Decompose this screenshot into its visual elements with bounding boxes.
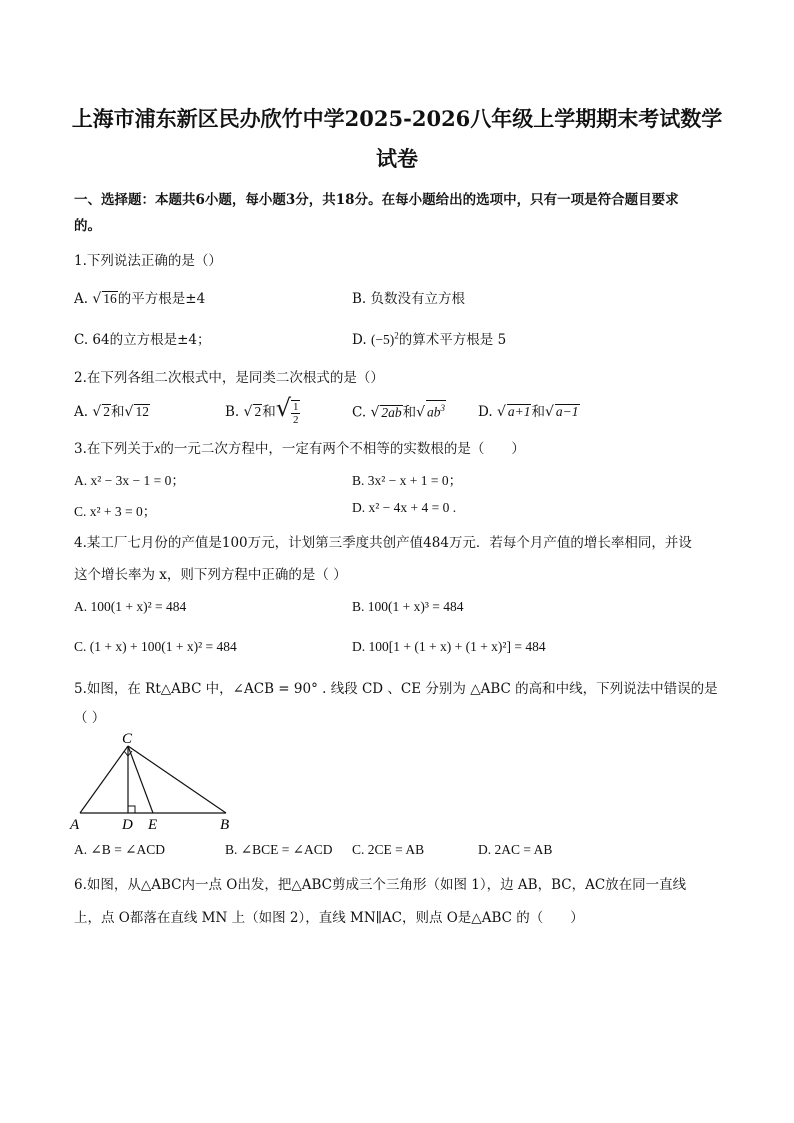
q3-stem-post: 的一元二次方程中，一定有两个不相等的实数根的是（ ） [160,441,525,457]
q2-d-and: 和 [531,404,545,420]
q2-b-den: 2 [292,413,299,426]
q4-stem-line1: 4.某工厂七月份的产值是100万元，计划第三季度共创产值484万元．若每个月产值的增长率相同，并设 [74,535,692,551]
q1-stem: 1.下列说法正确的是（） [74,253,222,269]
side-ac [80,746,128,813]
q2-c-r2-wrap [426,400,446,420]
section-intro-line2: 的。 [74,218,101,234]
q3-stem [74,437,525,457]
q5-stem-line1: 5.如图，在 Rt△ABC 中，∠ACB = 90° . 线段 CD 、CE 分别为 △ABC 的高和中线，下列说法中错误的是 [74,681,718,697]
q5-option-c: C. 2CE = AB [352,842,425,857]
q2-b-fraction [291,400,301,426]
label-c: C [122,731,133,747]
q2-b-prefix: B. [225,404,240,420]
q6-stem-line2: 上，点 O都落在直线 MN 上（如图 2），直线 MN∥AC，则点 O是△ABC 的（ ） [74,910,584,926]
q2-option-c [352,400,446,421]
q2-c-and: 和 [402,404,417,421]
q2-d-r2: a−1 [555,404,579,419]
sqrt-icon: √ [370,404,380,421]
q1-option-a [74,287,205,307]
q1-option-d [352,328,506,348]
median-ce [128,746,153,813]
q5-stem-line2: （ ） [74,710,106,726]
q2-c-exp: 3 [440,403,446,413]
q2-c-r2: ab [427,404,441,420]
q2-b-and: 和 [262,404,276,420]
q4-option-c: C. (1 + x) + 100(1 + x)² = 484 [74,639,237,654]
right-angle-mark-d [128,806,135,813]
sqrt-icon: √ [496,404,506,420]
section-intro-line1: 一、选择题：本题共6小题，每小题3分，共18分。在每小题给出的选项中，只有一项是符合题目要求 [74,192,679,208]
q3-stem-pre: 3.在下列关于 [74,441,155,457]
label-e: E [148,817,158,833]
q2-stem: 2.在下列各组二次根式中，是同类二次根式的是（） [74,370,384,386]
q1-option-c: C. 64的立方根是±4； [74,332,211,348]
q6-stem-line1: 6.如图，从△ABC内一点 O出发，把△ABC剪成三个三角形（如图 1），边 AB，BC，AC放在同一直线 [74,877,687,893]
q1-a-text: 的平方根是±4 [117,291,206,307]
q5-option-a: A. ∠B = ∠ACD [74,842,165,857]
q1-a-prefix: A. [74,291,89,307]
q4-option-a: A. 100(1 + x)² = 484 [74,599,187,614]
q1-option-b: B. 负数没有立方根 [352,291,466,307]
q3-option-b: B. 3x² − x + 1 = 0； [352,473,463,488]
q3-option-a: A. x² − 3x − 1 = 0； [74,473,185,488]
q2-a-r2: 12 [135,404,149,419]
sqrt-icon: √ [544,404,554,420]
q1-a-radicand: 16 [103,291,117,306]
label-d: D [122,817,133,833]
q2-c-r1: 2ab [381,404,402,420]
sqrt-icon: √ [275,394,291,422]
q2-b-num: 1 [292,400,299,413]
sqrt-icon: √ [92,291,102,307]
sqrt-icon: √ [124,404,134,420]
q2-option-d [478,400,580,420]
q5-option-b: B. ∠BCE = ∠ACD [225,842,333,857]
sqrt-icon: √ [416,404,426,421]
label-b: B [220,817,230,833]
q2-c-prefix: C. [352,404,367,421]
q5-option-d: D. 2AC = AB [478,842,553,857]
q3-option-c: C. x² + 3 = 0； [74,504,157,519]
q2-option-a [74,400,150,420]
q1-d-text: 的算术平方根是 5 [398,332,507,348]
q2-a-prefix: A. [74,404,89,420]
q3-stem-var: x [154,441,161,456]
q1-d-exp: 2 [394,330,399,341]
q2-d-r1: a+1 [507,404,531,419]
q5-triangle-figure [66,728,246,834]
q2-d-prefix: D. [478,404,493,420]
q2-b-r1: 2 [254,404,262,419]
label-a: A [70,817,80,833]
q1-d-expr: (−5) [370,332,395,347]
side-cb [128,746,226,813]
q3-option-d: D. x² − 4x + 4 = 0 . [352,500,457,515]
q4-option-d: D. 100[1 + (1 + x) + (1 + x)²] = 484 [352,639,546,654]
page-title-line2: 试卷 [376,146,418,171]
page-title-line1: 上海市浦东新区民办欣竹中学2025-2026八年级上学期期末考试数学 [71,106,723,131]
q4-option-b: B. 100(1 + x)³ = 484 [352,599,464,614]
q2-a-and: 和 [111,404,125,420]
q1-d-prefix: D. [352,332,367,348]
q4-stem-line2: 这个增长率为 x，则下列方程中正确的是（ ） [74,567,347,583]
sqrt-icon: √ [243,404,253,420]
q2-option-b [225,394,300,426]
q2-a-r1: 2 [103,404,111,419]
sqrt-icon: √ [92,404,102,420]
